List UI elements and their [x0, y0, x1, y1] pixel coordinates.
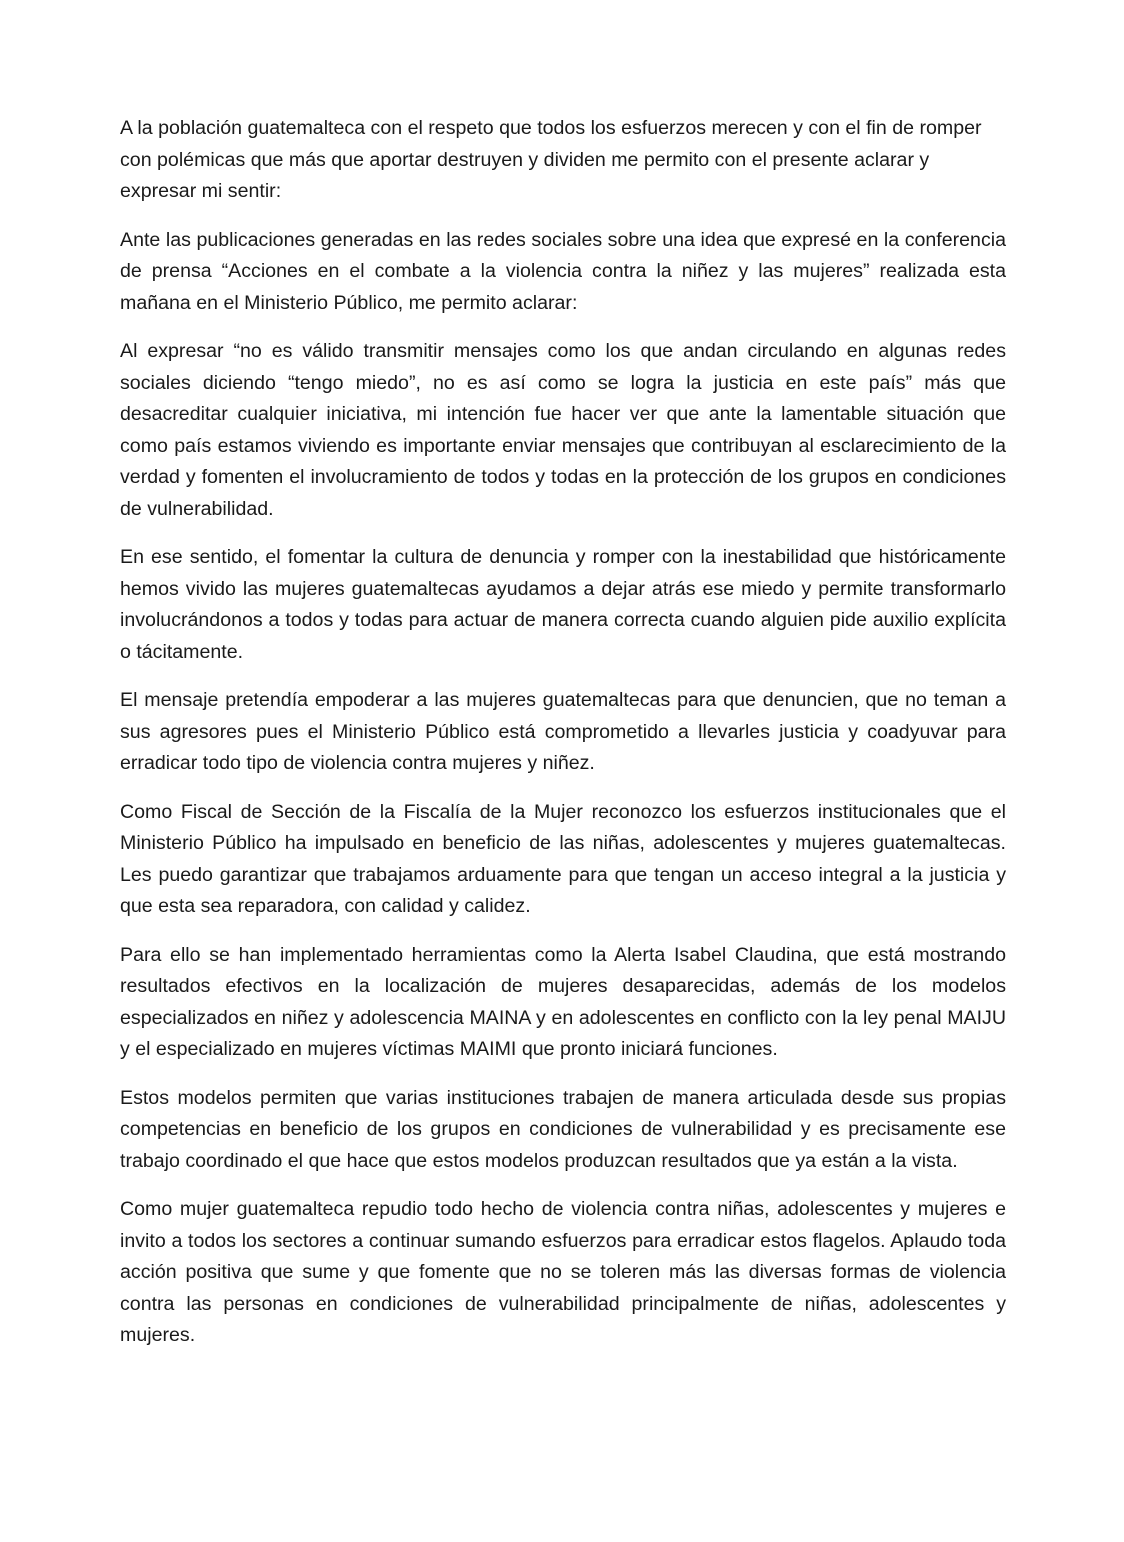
paragraph-empowerment: El mensaje pretendía empoderar a las mujeres guatemaltecas para que denuncien, que no teman a sus agresores pues el Ministerio Público está comprometido a llevarles justicia y coadyuvar para erradicar todo tipo de violencia contra mujeres y niñez. — [120, 689, 1006, 774]
paragraph-statement: Al expresar “no es válido transmitir mensajes como los que andan circulando en algunas redes sociales diciendo “tengo miedo”, no es así como se logra la justicia en este país” más que desacreditar cualquier iniciativa, mi intención fue hacer ver que ante la lamentable situación que como país estamos viviendo es importante enviar mensajes que contribuyan al esclarecimiento de la verdad y fomenten el involucramiento de todos y todas en la protección de los grupos en condiciones de vulnerabilidad. — [120, 340, 1006, 520]
paragraph-prosecutor: Como Fiscal de Sección de la Fiscalía de la Mujer reconozco los esfuerzos institucionales que el Ministerio Público ha impulsado en beneficio de las niñas, adolescentes y mujeres guatemaltecas. Les puedo garantizar que trabajamos arduamente para que tengan un acceso integral a la justicia y que esta sea reparadora, con calidad y calidez. — [120, 800, 1006, 917]
paragraph-reporting-culture: En ese sentido, el fomentar la cultura de denuncia y romper con la inestabilidad que históricamente hemos vivido las mujeres guatemaltecas ayudamos a dejar atrás ese miedo y permite transformarlo involucrándonos a todos y todas para actuar de manera correcta cuando alguien pide auxilio explícita o tácitamente. — [120, 546, 1006, 663]
paragraph-intro: A la población guatemalteca con el respeto que todos los esfuerzos merecen y con el fin de romper con polémicas que más que aportar destruyen y dividen me permito con el presente aclarar y expresar mi sentir: — [120, 117, 982, 202]
paragraph-publications: Ante las publicaciones generadas en las redes sociales sobre una idea que expresé en la conferencia de prensa “Acciones en el combate a la violencia contra la niñez y las mujeres” realizada esta mañana en el Ministerio Público, me permito aclarar: — [120, 228, 1006, 314]
paragraph-models: Estos modelos permiten que varias instituciones trabajen de manera articulada desde sus propias competencias en beneficio de los grupos en condiciones de vulnerabilidad y es precisamente ese trabajo coordinado el que hace que estos modelos produzcan resultados que ya están a la vista. — [120, 1086, 1006, 1172]
paragraph-tools: Para ello se han implementado herramientas como la Alerta Isabel Claudina, que está mostrando resultados efectivos en la localización de mujeres desaparecidas, además de los modelos especializados en niñez y adolescencia MAINA y en adolescentes en conflicto con la ley penal MAIJU y el especializado en mujeres víctimas MAIMI que pronto iniciará funciones. — [120, 943, 1006, 1060]
document-body — [120, 113, 1006, 1369]
paragraph-closing: Como mujer guatemalteca repudio todo hecho de violencia contra niñas, adolescentes y mujeres e invito a todos los sectores a continuar sumando esfuerzos para erradicar estos flagelos. Aplaudo toda acción positiva que sume y que fomente que no se toleren más las diversas formas de violencia contra las personas en condiciones de vulnerabilidad principalmente de niñas, adolescentes y mujeres. — [120, 1198, 1006, 1346]
